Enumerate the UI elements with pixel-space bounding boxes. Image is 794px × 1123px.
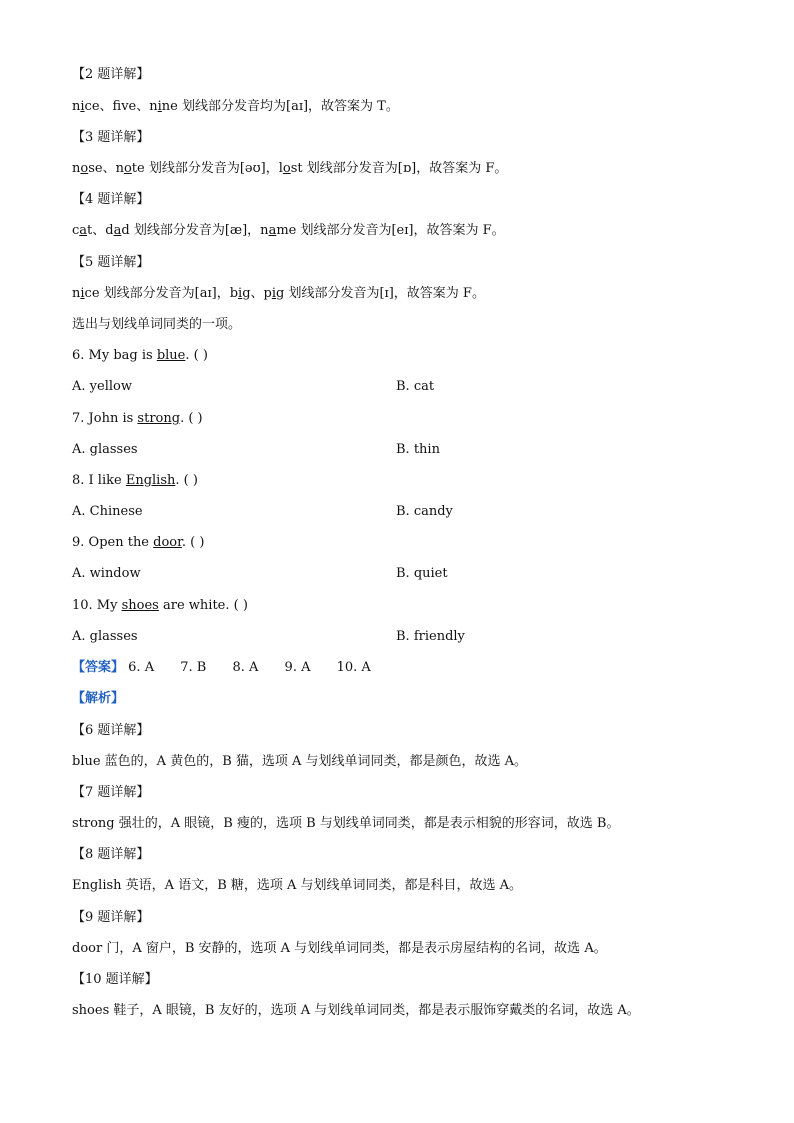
explanation-8-header: 【8 题详解】 [72, 847, 150, 862]
question-10-option-b: B. friendly [396, 629, 465, 644]
answer-item: 9. A [284, 660, 311, 675]
answer-line [72, 659, 393, 677]
section-3-body: nose、note 划线部分发音为[əʊ]，lost 划线部分发音为[ɒ]，故答案为 F。 [72, 161, 508, 176]
answer-item: 6. A [128, 660, 155, 675]
question-7-option-b: B. thin [396, 442, 440, 457]
question-7: 7. John is strong. ( ) [72, 411, 203, 426]
question-9-option-a: A. window [72, 566, 141, 581]
explanation-10-header: 【10 题详解】 [72, 972, 158, 987]
instruction: 选出与划线单词同类的一项。 [72, 317, 242, 332]
analysis-label: 【解析】 [72, 691, 125, 706]
question-6-option-a: A. yellow [72, 379, 132, 394]
question-8-option-b: B. candy [396, 504, 453, 519]
question-9-option-b: B. quiet [396, 566, 448, 581]
section-4-header: 【4 题详解】 [72, 192, 150, 207]
answer-item: 8. A [232, 660, 259, 675]
explanation-6-header: 【6 题详解】 [72, 723, 150, 738]
question-6-option-b: B. cat [396, 379, 435, 394]
explanation-8-text: English 英语，A 语文，B 糖，选项 A 与划线单词同类，都是科目，故选 A。 [72, 878, 523, 893]
explanation-7-header: 【7 题详解】 [72, 785, 150, 800]
answer-item: 10. A [336, 660, 371, 675]
question-10: 10. My shoes are white. ( ) [72, 598, 248, 613]
explanation-10-text: shoes 鞋子，A 眼镜，B 友好的，选项 A 与划线单词同类，都是表示服饰穿戴类的名词，故选 A。 [72, 1003, 640, 1018]
explanation-6-text: blue 蓝色的，A 黄色的，B 猫，选项 A 与划线单词同类，都是颜色，故选 A。 [72, 754, 528, 769]
answer-label: 【答案】 [72, 660, 125, 675]
section-2-header: 【2 题详解】 [72, 67, 150, 82]
explanation-9-text: door 门，A 窗户，B 安静的，选项 A 与划线单词同类，都是表示房屋结构的名词，故选 A。 [72, 941, 607, 956]
question-7-option-a: A. glasses [72, 442, 138, 457]
question-9: 9. Open the door. ( ) [72, 535, 205, 550]
explanation-7-text: strong 强壮的，A 眼镜，B 瘦的，选项 B 与划线单词同类，都是表示相貌的形容词，故选 B。 [72, 816, 620, 831]
question-10-option-a: A. glasses [72, 629, 138, 644]
explanation-9-header: 【9 题详解】 [72, 910, 150, 925]
section-3-header: 【3 题详解】 [72, 130, 150, 145]
answer-item: 7. B [180, 660, 207, 675]
question-8: 8. I like English. ( ) [72, 473, 198, 488]
question-6: 6. My bag is blue. ( ) [72, 348, 208, 363]
section-4-body: cat、dad 划线部分发音为[æ]，name 划线部分发音为[eɪ]，故答案为 F。 [72, 223, 505, 238]
question-8-option-a: A. Chinese [72, 504, 143, 519]
section-5-header: 【5 题详解】 [72, 255, 150, 270]
section-5-body: nice 划线部分发音为[aɪ]，big、pig 划线部分发音为[ɪ]，故答案为 F。 [72, 286, 485, 301]
section-2-body: nice、fve、nine 划线部分发音均为[aɪ]，故答案为 T。 [72, 99, 399, 114]
